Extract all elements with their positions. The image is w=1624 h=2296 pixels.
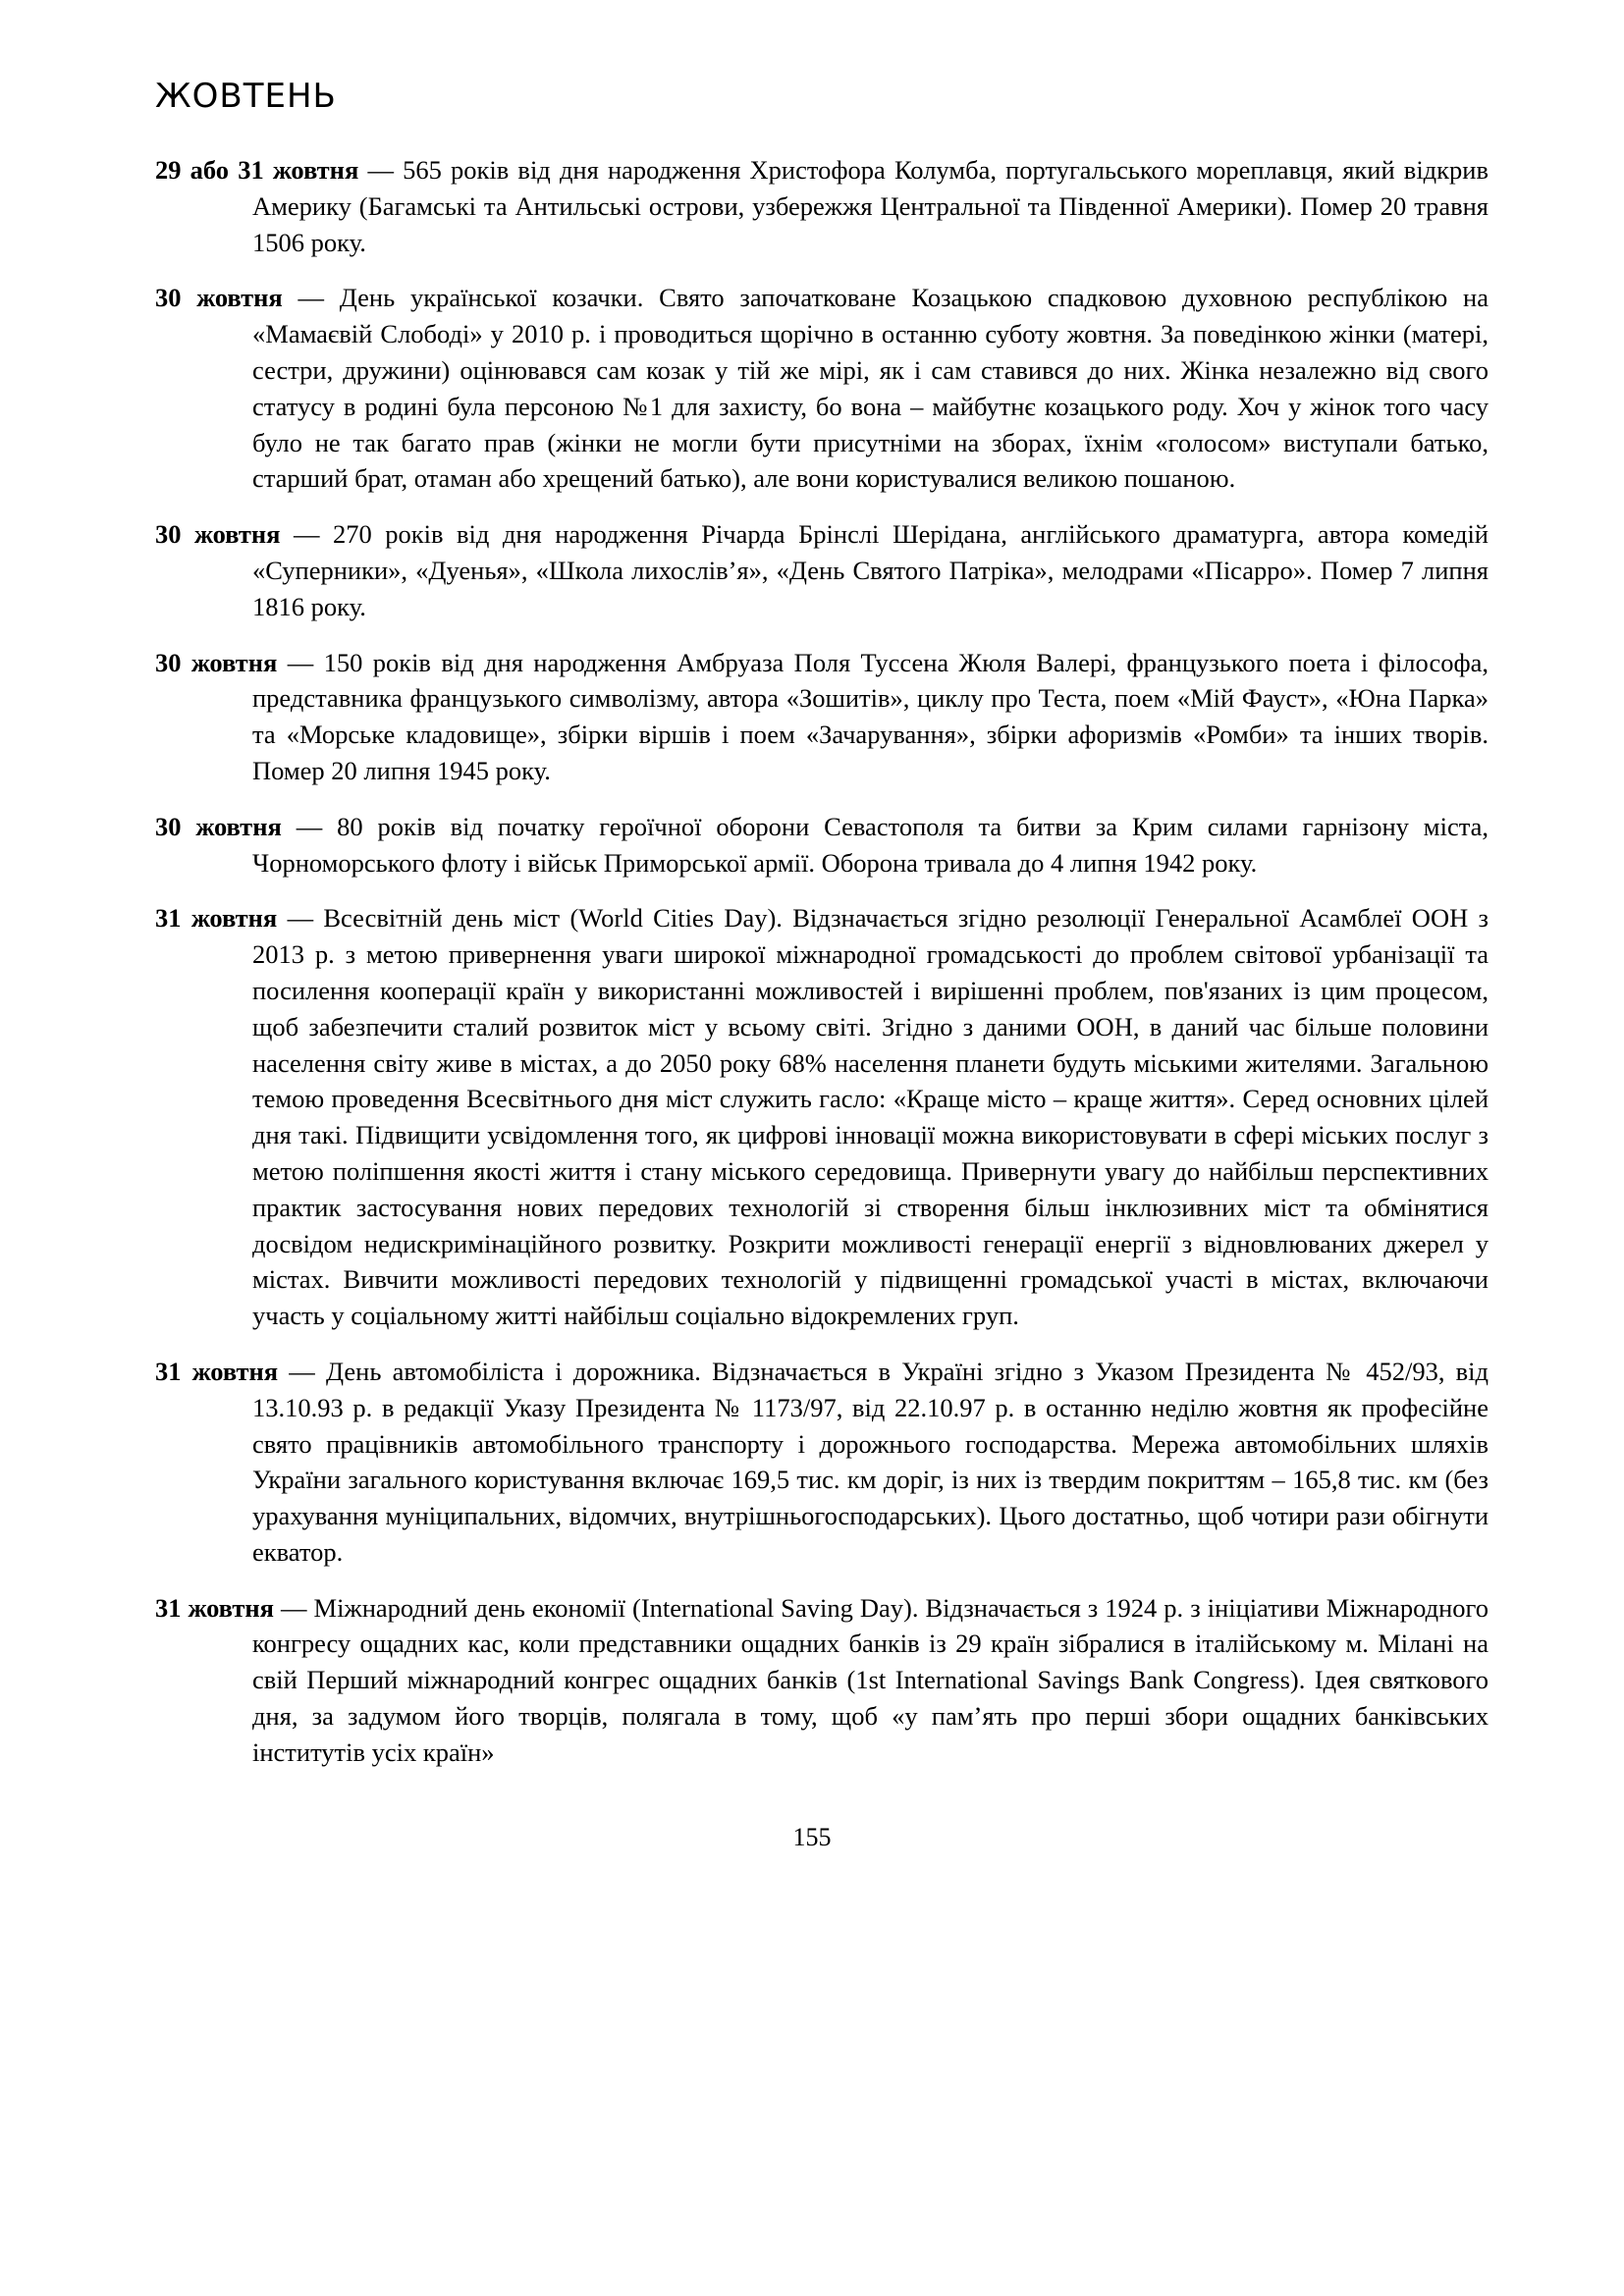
entry-date: 30 жовтня: [155, 647, 278, 677]
entry-text: — 270 років від дня народження Річарда Брінслі Шерідана, англійського драматурга, автора комедій «Суперники», «Дуенья», «Школа лихослів’я», «День Святого Патріка», мелодрами «Пісарро». Помер 7 липня 1816 року.: [252, 519, 1489, 621]
entry-text: — День української козачки. Свято започатковане Козацькою спадковою духовною республікою на «Мамаєвій Слободі» у 2010 р. і проводиться щорічно в останню суботу жовтня. За поведінкою жінки (матері, сестри, дружини) оцінювався сам козак у тій же мірі, як і сам ставився до них. Жінка незалежно від свого статусу в родині була персоною №1 для захисту, бо вона – майбутнє козацького роду. Хоч у жінок того часу було не так багато прав (жінки не могли бути присутніми на зборах, їхнім «голосом» виступали батько, старший брат, отаман або хрещений батько), але вони користувалися великою пошаною.: [252, 283, 1489, 494]
entry-date: 31 жовтня: [155, 1592, 274, 1623]
calendar-entry: [155, 280, 1489, 497]
entry-text: — Всесвітній день міст (World Cities Day). Відзначається згідно резолюції Генеральної Асамблеї ООН з 2013 р. з метою привернення уваги широкої міжнародної громадськості до проблем світової урбанізації та посилення кооперації країн у використанні можливостей і вирішенні проблем, пов'язаних із цим процесом, щоб забезпечити сталий розвиток міст у всьому світі. Згідно з даними ООН, в даний час більше половини населення світу живе в містах, а до 2050 року 68% населення планети будуть міськими жителями. Загальною темою проведення Всесвітнього дня міст служить гасло: «Краще місто – краще життя». Серед основних цілей дня такі. Підвищити усвідомлення того, як цифрові інновації можна використовувати в сфері міських послуг з метою поліпшення якості життя і стану міського середовища. Привернути увагу до найбільш перспективних практик застосування нових передових технологій зі створення більш інклюзивних міст та обмінятися досвідом недискримінаційного розвитку. Розкрити можливості генерації енергії з відновлюваних джерел у містах. Вивчити можливості передових технологій у підвищенні громадської участі в містах, включаючи участь у соціальному житті найбільш соціально відокремлених груп.: [252, 903, 1489, 1331]
entry-date: 29 або 31 жовтня: [155, 155, 359, 185]
calendar-entry: [155, 900, 1489, 1334]
calendar-entry: [155, 645, 1489, 789]
calendar-entry: [155, 516, 1489, 624]
entry-text: — Міжнародний день економії (International Saving Day). Відзначається з 1924 р. з ініціативи Міжнародного конгресу ощадних кас, коли представники ощадних банків із 29 країн зібралися в італійському м. Мілані на свій Перший міжнародний конгрес ощадних банків (1st International Savings Bank Congress). Ідея святкового дня, за задумом його творців, полягала в тому, щоб «у пам’ять про перші збори ощадних банківських інститутів усіх країн»: [252, 1592, 1489, 1767]
calendar-entry: [155, 152, 1489, 260]
entry-text: — День автомобіліста і дорожника. Відзначається в Україні згідно з Указом Президента № 452/93, від 13.10.93 р. в редакції Указу Президента № 1173/97, від 22.10.97 р. в останню неділю жовтня як професійне свято працівників автомобільного транспорту і дорожнього господарства. Мережа автомобільних шляхів України загального користування включає 169,5 тис. км доріг, із них із твердим покриттям – 165,8 тис. км (без урахування муніципальних, відомчих, внутрішньогосподарських). Цього достатньо, щоб чотири рази обігнути екватор.: [252, 1356, 1489, 1567]
entry-text: — 565 років від дня народження Христофора Колумба, португальського мореплавця, який відкрив Америку (Багамські та Антильські острови, узбережжя Центральної та Південної Америки). Помер 20 травня 1506 року.: [252, 155, 1489, 257]
calendar-entry: [155, 809, 1489, 881]
entry-text: — 80 років від початку героїчної оборони Севастополя та битви за Крим силами гарнізону міста, Чорноморського флоту і військ Приморської армії. Оборона тривала до 4 липня 1942 року.: [252, 811, 1489, 878]
calendar-entries: [155, 152, 1489, 1790]
entry-date: 30 жовтня: [155, 519, 281, 550]
calendar-entry: [155, 1354, 1489, 1571]
calendar-entry: [155, 1590, 1489, 1771]
entry-date: 30 жовтня: [155, 283, 283, 313]
month-heading: ЖОВТЕНЬ: [155, 77, 337, 116]
entry-text: — 150 років від дня народження Амбруаза Поля Туссена Жюля Валері, французького поета і філософа, представника французького символізму, автора «Зошитів», циклу про Теста, поем «Мій Фауст», «Юна Парка» та «Морське кладовище», збірки віршів і поем «Зачарування», збірки афоризмів «Ромби» та інших творів. Помер 20 липня 1945 року.: [252, 647, 1489, 785]
page-number: 155: [792, 1823, 832, 1851]
entry-date: 31 жовтня: [155, 903, 278, 934]
entry-date: 31 жовтня: [155, 1356, 279, 1386]
entry-date: 30 жовтня: [155, 811, 282, 841]
